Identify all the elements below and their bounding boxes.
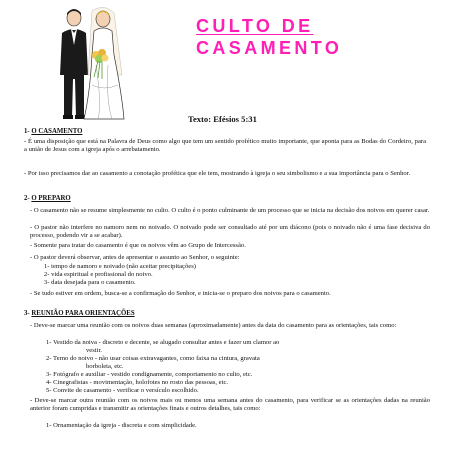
list-item: 3- Fotógrafo e auxiliar - vestido condignamente, comportamento no culto, etc. (46, 371, 253, 378)
list-item: 1- Ornamentação da igreja - discreta e com simplicidade. (46, 422, 197, 429)
section-1-title: O CASAMENTO (31, 128, 83, 135)
section-3-paragraph-2: - Deve-se marcar outra reunião com os noivos mais ou menos uma semana antes do casamento, para verificar se as orientações dadas na reunião anterior foram cumpridas e transmitir as orientações finais e outros detalhes, tais como: (30, 397, 430, 412)
list-item: 1- tempo de namoro e noivado (não aceitar precipitações) (44, 263, 196, 270)
section-2-title: O PREPARO (31, 195, 71, 202)
list-item: 1- Vestido da noiva - discreto e decente, se alugado consultar antes e fazer um clamor ao (46, 339, 280, 346)
list-item: 2- Terno do noivo - não usar coisas extravagantes, como faixa na cintura, gravata (46, 355, 260, 362)
list-item: 4- Cinegrafistas - movimentação, holofotes no rosto das pessoas, etc. (46, 379, 229, 386)
title-line-1: CULTO DE (196, 16, 314, 36)
list-item-continuation: borboleta, etc. (86, 363, 124, 370)
section-1-heading (24, 128, 82, 136)
verse-reference: Texto: Efésios 5:31 (188, 114, 257, 124)
section-2-heading (24, 195, 71, 203)
section-1-paragraph-1: - É uma disposição que está na Palavra de Deus como algo que tem um sentido profético muito importante, que aponta para as Bodas do Cordeiro, para a união de Jesus com a igreja após o arrebatamento. (24, 138, 426, 153)
section-2-paragraph-1: - O casamento não se resume simplesmente no culto. O culto é o ponto culminante de um processo que se inicia na decisão dos noivos em querer casar. (30, 207, 430, 214)
list-item: 2- vida espiritual e profissional do noivo. (44, 271, 153, 278)
section-2-paragraph-2: - O pastor não interfere no namoro nem no noivado. O noivado pode ser consultado até por um diácono (pois o noivado não é uma fase decisiva do processo, podendo vir a se acabar). (30, 224, 430, 239)
section-2-paragraph-5: - Se tudo estiver em ordem, busca-se a confirmação do Senhor, e inicia-se o preparo dos noivos para o casamento. (30, 290, 331, 297)
section-2-paragraph-4: - O pastor deverá observar, antes de apresentar o assunto ao Senhor, o seguinte: (30, 254, 240, 261)
section-3-title: REUNIÃO PARA ORIENTAÇÕES (31, 310, 135, 317)
section-1-number: 1- (24, 128, 30, 135)
section-2-number: 2- (24, 195, 30, 202)
section-3-paragraph-1: - Deve-se marcar uma reunião com os noivos duas semanas (aproximadamente) antes da data do casamento para as orientações, tais como: (30, 322, 397, 329)
list-item: 3- data desejada para o casamento. (44, 279, 136, 286)
list-item-continuation: vestir. (86, 347, 102, 354)
section-1-paragraph-2: - Por isso precisamos dar ao casamento a conotação profética que ele tem, mostrando à igreja o seu simbolismo e a sua importância para o Senhor. (24, 170, 411, 177)
section-2-paragraph-3: - Somente para tratar do casamento é que os noivos vêm ao Grupo de Intercessão. (30, 242, 246, 249)
section-3-heading (24, 310, 135, 318)
section-3-number: 3- (24, 310, 30, 317)
title-line-2: CASAMENTO (196, 38, 343, 58)
list-item: 5- Convite de casamento - verificar o versículo escolhido. (46, 387, 199, 394)
